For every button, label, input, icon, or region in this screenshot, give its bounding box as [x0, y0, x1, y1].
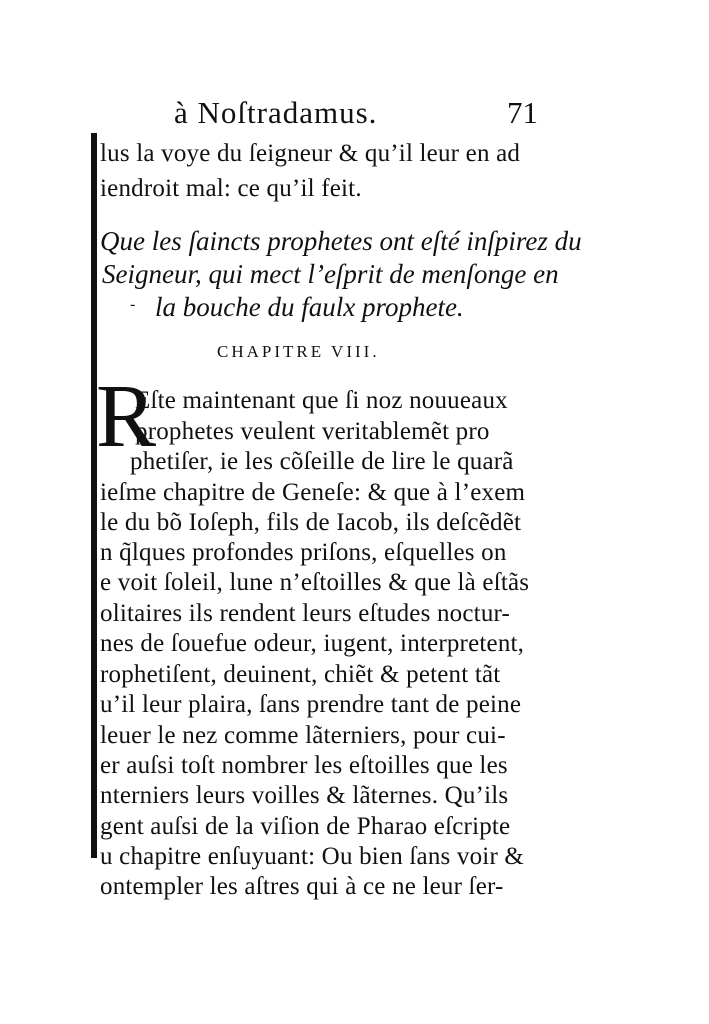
- body-line-4: ieſme chapitre de Geneſe: & que à l’exem: [100, 479, 526, 506]
- body-line-12: leuer le nez comme lãterniers, pour cui-: [100, 722, 506, 749]
- gutter-shadow-bar: [91, 133, 97, 858]
- chapter-title: CHAPITRE VIII.: [217, 342, 380, 361]
- body-line-10: rophetiſent, deuinent, chiẽt & petent tãt: [100, 661, 501, 688]
- running-title: à Noſtradamus.: [174, 95, 378, 130]
- body-line-8: olitaires ils rendent leurs eſtudes noctur-: [100, 600, 511, 627]
- body-line-16: u chapitre enſuyuant: Ou bien ſans voir &: [100, 843, 525, 870]
- body-line-3: phetiſer, ie les cõſeille de lire le quarã: [130, 448, 514, 475]
- section-heading-line-1: Que les ſaincts prophetes ont eſté inſpirez du: [100, 226, 582, 256]
- body-line-9: nes de ſouefue odeur, iugent, interpretent,: [100, 630, 525, 657]
- text-line-upper-2: iendroit mal: ce qu’il feit.: [100, 175, 362, 202]
- body-line-11: u’il leur plaira, ſans prendre tant de peine: [100, 691, 522, 718]
- body-line-5: le du bõ Ioſeph, fils de Iacob, ils deſcẽdẽt: [100, 509, 522, 536]
- body-line-6: n q̃lques profondes priſons, eſquelles on: [100, 539, 507, 566]
- section-heading-line-3: la bouche du faulx prophete.: [155, 292, 464, 322]
- page-number: 71: [507, 95, 538, 130]
- body-line-7: e voit ſoleil, lune n’eſtoilles & que là eſtãs: [100, 569, 530, 596]
- body-line-13: er auſsi toſt nombrer les eſtoilles que les: [100, 752, 508, 779]
- body-line-17: ontempler les aſtres qui à ce ne leur ſer-: [100, 873, 504, 900]
- body-line-14: nterniers leurs voilles & lãternes. Qu’ils: [100, 782, 509, 809]
- body-line-2: prophetes veulent veritablemẽt pro: [135, 418, 490, 445]
- body-line-1: Eſte maintenant que ſi noz nouueaux: [135, 387, 508, 414]
- drop-cap: R: [96, 367, 157, 466]
- stray-dash-mark: -: [130, 296, 136, 313]
- section-heading-line-2: Seigneur, qui mect l’eſprit de menſonge en: [102, 259, 559, 289]
- text-line-upper-1: lus la voye du ſeigneur & qu’il leur en ad: [100, 140, 521, 167]
- body-line-15: gent auſsi de la viſion de Pharao eſcripte: [100, 813, 511, 840]
